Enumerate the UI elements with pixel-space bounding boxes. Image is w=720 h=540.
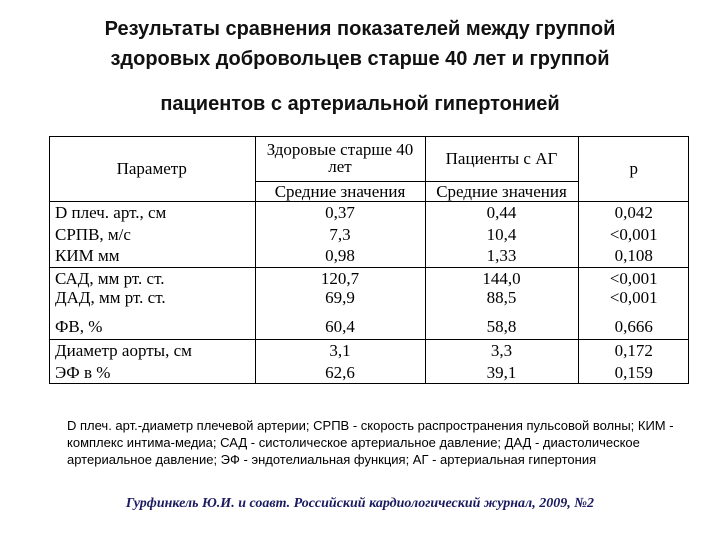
row-param: САД, мм рт. ст.: [55, 268, 165, 288]
slide-title-line-3: пациентов с артериальной гипертонией: [160, 93, 560, 115]
row-healthy: 0,98: [255, 245, 425, 267]
table-row: [49, 361, 689, 383]
row-patients: 1,33: [425, 245, 578, 267]
row-patients: 3,3: [425, 339, 578, 361]
row-healthy: 62,6: [255, 361, 425, 383]
row-p: 0,159: [578, 361, 689, 383]
abbreviations-footnote: D плеч. арт.-диаметр плечевой артерии; СРПВ - скорость распространения пульсовой волны; КИМ - комплекс интима-медиа; САД - систолическое артериальное давление; ДАД - диастолическое артериальное давление; ЭФ - эндотелиальная функция; АГ - артериальная гипертония: [67, 418, 674, 467]
table-row: [49, 315, 689, 339]
row-healthy: 60,4: [255, 315, 425, 339]
row-patients: 10,4: [425, 223, 578, 245]
row-p: <0,001: [578, 289, 689, 315]
row-param: D плеч. арт., см: [55, 202, 167, 222]
header-patients: Пациенты с АГ: [425, 136, 578, 181]
row-patients: 58,8: [425, 315, 578, 339]
header-p: р: [578, 136, 689, 201]
row-patients: 144,0: [425, 267, 578, 289]
header-param: Параметр: [116, 158, 187, 178]
source-citation: Гурфинкель Ю.И. и соавт. Российский кардиологический журнал, 2009, №2: [125, 496, 595, 511]
table-row: [49, 339, 689, 361]
table-row: [49, 289, 689, 315]
row-param: ФВ, %: [55, 317, 103, 337]
row-p: <0,001: [578, 223, 689, 245]
subheader-patients: Средние значения: [425, 181, 578, 201]
row-param: СРПВ, м/с: [55, 224, 131, 244]
table-row: [49, 201, 689, 223]
row-p: 0,172: [578, 339, 689, 361]
row-param: ДАД, мм рт. ст.: [55, 288, 166, 307]
row-p: 0,666: [578, 315, 689, 339]
row-param: ЭФ в %: [55, 362, 111, 382]
row-healthy: 0,37: [255, 201, 425, 223]
row-healthy: 69,9: [255, 289, 425, 315]
row-param: Диаметр аорты, см: [55, 340, 192, 360]
table-row: [49, 245, 689, 267]
row-patients: 88,5: [425, 289, 578, 315]
comparison-table: [49, 136, 689, 383]
row-healthy: 7,3: [255, 223, 425, 245]
subheader-healthy: Средние значения: [255, 181, 425, 201]
row-healthy: 120,7: [255, 267, 425, 289]
row-param: КИМ мм: [55, 246, 120, 266]
row-patients: 39,1: [425, 361, 578, 383]
header-healthy: Здоровые старше 40 лет: [255, 136, 425, 181]
slide-title-line-1: Результаты сравнения показателей между группой: [104, 18, 616, 40]
row-p: 0,108: [578, 245, 689, 267]
row-patients: 0,44: [425, 201, 578, 223]
row-healthy: 3,1: [255, 339, 425, 361]
table-row: [49, 223, 689, 245]
slide-title-line-2: здоровых добровольцев старше 40 лет и группой: [110, 48, 610, 70]
row-p: 0,042: [578, 201, 689, 223]
row-p: <0,001: [578, 267, 689, 289]
table-row: [49, 267, 689, 289]
